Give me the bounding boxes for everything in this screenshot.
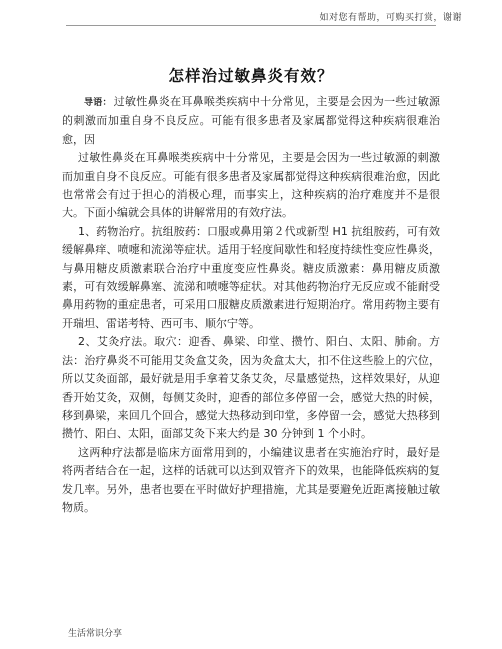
body-paragraph-moxibustion: 2、艾灸疗法。取穴：迎香、鼻梁、印堂、攒竹、阳白、太阳、肺俞。方法：治疗鼻炎不可能用艾灸盒艾灸，因为灸盒太大，扣不住这些脸上的穴位，所以艾灸面部，最好就是用手拿着艾条艾灸，尽量感觉热，这样效果好，从迎香开始艾灸，双侧，每侧艾灸时，迎香的部位多停留一会，感觉大热的时候，移到鼻梁，来回几个回合，感觉大热移动到印堂，多停留一会，感觉大热移到攒竹、阳白、太阳，面部艾灸下来大约是 30 分钟到 1 个小时。	[62, 335, 440, 441]
header-note: 如对您有帮助，可购买打赏，谢谢	[319, 13, 462, 23]
body-paragraph-medication: 1、药物治疗。抗组胺药：口服或鼻用第２代或新型 H1 抗组胺药，可有效缓解鼻痒、喷嚏和流涕等症状。适用于轻度间歇性和轻度持续性变应性鼻炎，与鼻用糖皮质激素联合治疗中重度变应性鼻炎。糖皮质激素：鼻用糖皮质激素，可有效缓解鼻塞、流涕和喷嚏等症状。对其他药物治疗无反应或不能耐受鼻用药物的重症患者，可采用口服糖皮质激素进行短期治疗。常用药物主要有开瑞坦、雷诺考特、西可韦、顺尔宁等。	[62, 224, 440, 330]
document-title: 怎样治过敏鼻炎有效？	[168, 67, 334, 85]
body-paragraph-intro: 过敏性鼻炎在耳鼻喉类疾病中十分常见，主要是会因为一些过敏源的刺激而加重自身不良反应。可能有很多患者及家属都觉得这种疾病很难治愈，因此也常常会有过于担心的消极心理，而事实上，这种疾病的治疗难度并不是很大。下面小编就会具体的讲解常用的有效疗法。	[62, 151, 440, 220]
lead-paragraph	[62, 93, 440, 149]
header-divider	[66, 25, 436, 26]
lead-text: 过敏性鼻炎在耳鼻喉类疾病中十分常见，主要是会因为一些过敏源的刺激而加重自身不良反应。可能有很多患者及家属都觉得这种疾病很难治愈，因	[62, 95, 440, 146]
body-paragraph-conclusion: 这两种疗法都是临床方面常用到的，小编建议患者在实施治疗时，最好是将两者结合在一起，这样的话就可以达到双管齐下的效果，也能降低疾病的复发几率。另外，患者也要在平时做好护理措施，尤其是要避免近距离接触过敏物质。	[62, 445, 440, 514]
document-body	[62, 93, 440, 517]
lead-label: 导语：	[84, 98, 112, 108]
footer-note: 生活常识分享	[68, 629, 123, 639]
